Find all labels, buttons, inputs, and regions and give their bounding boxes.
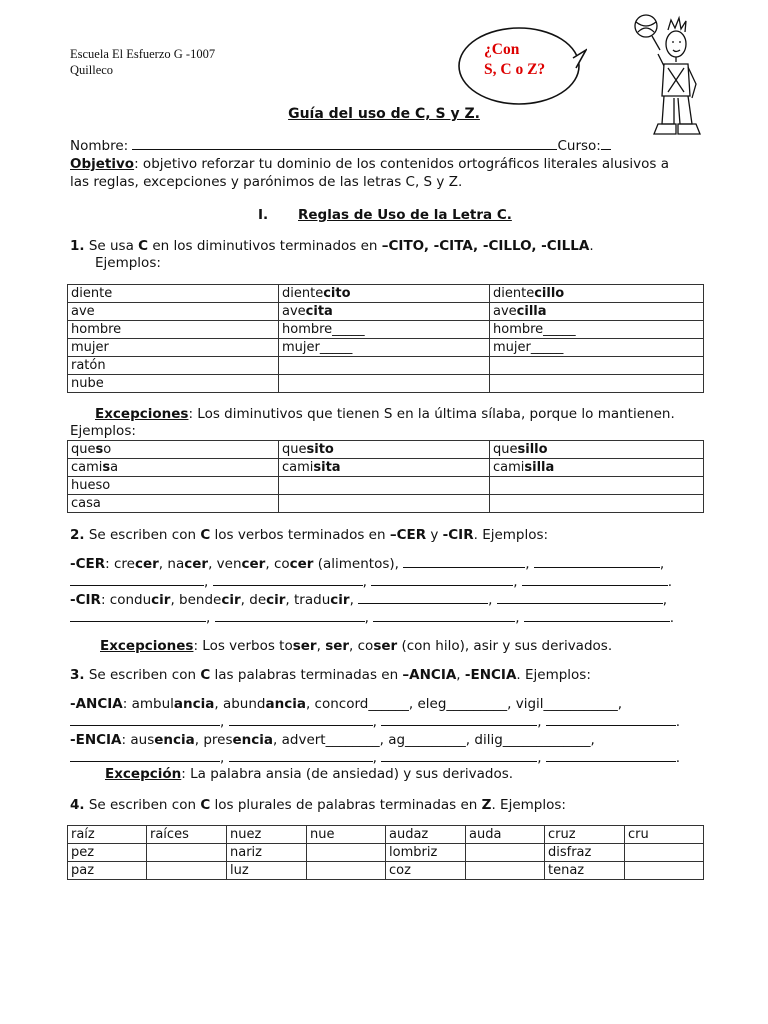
ancia-ending: ancia bbox=[265, 696, 306, 712]
cell-bold-text: s bbox=[102, 460, 111, 475]
table-cell: raíces bbox=[147, 826, 227, 844]
cir-word: tradu bbox=[294, 592, 331, 608]
cell-text: hueso bbox=[71, 478, 111, 493]
cell-text: hombre_____ bbox=[282, 322, 365, 337]
rule-2-text3: y bbox=[426, 527, 443, 543]
ancia-examples: -ANCIA: ambulancia, abundancia, concord______, eleg_________, vigil___________, bbox=[70, 696, 623, 712]
cell-text: hombre_____ bbox=[493, 322, 576, 337]
cartoon-character-icon bbox=[618, 12, 718, 147]
nombre-label: Nombre: bbox=[70, 138, 133, 154]
ancia-word: abund bbox=[222, 696, 266, 712]
table-cell bbox=[68, 495, 279, 513]
encia-examples: -ENCIA: ausencia, presencia, advert________, ag_________, dilig_____________, bbox=[70, 732, 595, 748]
cell-text: cami bbox=[71, 460, 103, 475]
answer-blank[interactable] bbox=[524, 609, 670, 622]
rule-4-number: 4. bbox=[70, 797, 85, 813]
cell-text: ratón bbox=[71, 358, 106, 373]
table-cell bbox=[279, 321, 490, 339]
rule-4-letter-z: Z bbox=[481, 797, 492, 813]
excepciones-2-label: Excepciones bbox=[100, 638, 194, 654]
cer-word: cre bbox=[113, 556, 135, 572]
table-cell[interactable] bbox=[625, 862, 704, 880]
ancia-ending: ancia bbox=[173, 696, 215, 712]
excepciones-1 bbox=[95, 405, 698, 423]
cell-bold-text: s bbox=[95, 442, 104, 457]
excepciones-2 bbox=[100, 638, 612, 654]
answer-blank[interactable] bbox=[371, 573, 513, 586]
cir-blanks: , , , . bbox=[70, 609, 698, 627]
cell-text: o bbox=[103, 442, 112, 457]
objetivo-line bbox=[70, 155, 698, 173]
table-cell: lombriz bbox=[386, 844, 466, 862]
ancia-word[interactable]: eleg_________ bbox=[417, 696, 508, 712]
answer-blank[interactable] bbox=[70, 609, 206, 622]
rule-1-text3: . bbox=[589, 238, 594, 254]
cell-bold-text: cito bbox=[323, 286, 351, 301]
rule-3-text2: las palabras terminadas en bbox=[210, 667, 403, 683]
rule-1-text: Se usa bbox=[84, 238, 139, 254]
curso-label: Curso: bbox=[557, 138, 601, 154]
table-cell[interactable] bbox=[279, 477, 490, 495]
answer-blank[interactable] bbox=[546, 749, 676, 762]
rule-1-endings: –CITO, -CITA, -CILLO, -CILLA bbox=[381, 238, 590, 254]
table-row bbox=[68, 339, 704, 357]
table-cell: auda bbox=[466, 826, 545, 844]
rule-3 bbox=[70, 666, 698, 684]
excepcion-3 bbox=[105, 766, 513, 782]
table-cell bbox=[68, 441, 279, 459]
table-cell: tenaz bbox=[545, 862, 625, 880]
answer-blank[interactable] bbox=[373, 609, 515, 622]
table-cell: luz bbox=[227, 862, 307, 880]
table-cell[interactable] bbox=[490, 477, 704, 495]
rule-4-text2: los plurales de palabras terminadas en bbox=[210, 797, 482, 813]
cir-examples: -CIR: conducir, bendecir, decir, traducir, , , bbox=[70, 592, 668, 608]
encia-word: pres bbox=[203, 732, 233, 748]
table-cell bbox=[68, 357, 279, 375]
cell-text: mujer_____ bbox=[282, 340, 353, 355]
answer-blank[interactable] bbox=[358, 591, 488, 604]
table-cell[interactable] bbox=[490, 495, 704, 513]
rule-3-ending-encia: -ENCIA bbox=[464, 667, 517, 683]
excepciones-1-text: : Los diminutivos que tienen S en la última sílaba, porque lo mantienen. bbox=[188, 406, 675, 422]
rule-2-text2: los verbos terminados en bbox=[210, 527, 390, 543]
excepciones-1-ejemplos: Ejemplos: bbox=[70, 423, 136, 439]
table-cell: raíz bbox=[68, 826, 147, 844]
ancia-label: -ANCIA bbox=[70, 696, 123, 712]
table-diminutivos bbox=[67, 284, 704, 393]
table-row bbox=[68, 459, 704, 477]
table-cell bbox=[490, 285, 704, 303]
table-row bbox=[68, 303, 704, 321]
objetivo-line2: las reglas, excepciones y parónimos de las letras C, S y Z. bbox=[70, 174, 463, 190]
excepciones-1-label: Excepciones bbox=[95, 406, 189, 422]
table-plurales bbox=[67, 825, 704, 880]
rule-1-number: 1. bbox=[70, 238, 85, 254]
cell-text: diente bbox=[493, 286, 535, 301]
table-cell: cruz bbox=[545, 826, 625, 844]
encia-word[interactable]: advert________ bbox=[281, 732, 380, 748]
table-cell bbox=[279, 285, 490, 303]
encia-word[interactable]: dilig_____________ bbox=[474, 732, 591, 748]
cir-word: bende bbox=[179, 592, 222, 608]
cell-text: nube bbox=[71, 376, 104, 391]
table-cell bbox=[68, 477, 279, 495]
rule-2 bbox=[70, 526, 698, 544]
encia-ending: encia bbox=[232, 732, 274, 748]
table-excepciones bbox=[67, 440, 704, 513]
cell-text: diente bbox=[71, 286, 113, 301]
cer-examples: -CER: crecer, nacer, vencer, cocer (alimentos), , , bbox=[70, 556, 665, 572]
table-cell bbox=[279, 441, 490, 459]
cell-bold-text: sita bbox=[313, 460, 341, 475]
table-cell[interactable] bbox=[279, 495, 490, 513]
excepciones-2-text: , co bbox=[349, 638, 374, 654]
table-cell[interactable] bbox=[279, 375, 490, 393]
ancia-word[interactable]: concord______ bbox=[314, 696, 409, 712]
rule-4-text3: . Ejemplos: bbox=[491, 797, 566, 813]
answer-blank[interactable] bbox=[70, 749, 220, 762]
school-name: Escuela El Esfuerzo G -1007 bbox=[70, 47, 216, 61]
table-cell bbox=[68, 375, 279, 393]
table-cell bbox=[279, 339, 490, 357]
table-cell[interactable] bbox=[490, 375, 704, 393]
table-cell[interactable] bbox=[466, 844, 545, 862]
ancia-word: ambul bbox=[131, 696, 174, 712]
nombre-field[interactable] bbox=[132, 137, 557, 150]
answer-blank[interactable] bbox=[70, 573, 204, 586]
table-cell bbox=[68, 339, 279, 357]
cir-ending: cir bbox=[221, 592, 241, 608]
page-title: Guía del uso de C, S y Z. bbox=[288, 106, 480, 122]
rule-1 bbox=[70, 237, 698, 255]
bubble-line1: ¿Con bbox=[484, 41, 520, 58]
ancia-blanks: , , , . bbox=[70, 713, 698, 731]
table-row bbox=[68, 477, 704, 495]
bubble-text bbox=[484, 40, 545, 80]
rule-2-ending-cir: -CIR bbox=[442, 527, 474, 543]
table-cell bbox=[279, 303, 490, 321]
rule-1-letter: C bbox=[138, 238, 149, 254]
cell-text: ave bbox=[493, 304, 517, 319]
rule-3-text: Se escriben con bbox=[84, 667, 201, 683]
objetivo-text: : objetivo reforzar tu dominio de los contenidos ortográficos literales alusivos a bbox=[134, 156, 670, 172]
cell-text: cami bbox=[282, 460, 314, 475]
encia-word[interactable]: ag_________ bbox=[388, 732, 466, 748]
ancia-word[interactable]: vigil___________ bbox=[515, 696, 618, 712]
section-title: Reglas de Uso de la Letra C. bbox=[298, 207, 512, 223]
table-row bbox=[68, 441, 704, 459]
table-cell[interactable] bbox=[466, 862, 545, 880]
excepciones-2-bold: ser bbox=[373, 638, 398, 654]
rule-4 bbox=[70, 796, 698, 814]
table-cell bbox=[490, 303, 704, 321]
table-cell: coz bbox=[386, 862, 466, 880]
curso-field[interactable] bbox=[601, 137, 611, 150]
cell-bold-text: sillo bbox=[517, 442, 548, 457]
cir-label: -CIR bbox=[70, 592, 101, 608]
answer-blank[interactable] bbox=[381, 713, 537, 726]
table-cell bbox=[490, 441, 704, 459]
answer-blank[interactable] bbox=[522, 573, 668, 586]
cer-note: (alimentos), bbox=[313, 556, 404, 572]
rule-3-ending-ancia: –ANCIA bbox=[402, 667, 457, 683]
table-cell: audaz bbox=[386, 826, 466, 844]
table-row bbox=[68, 321, 704, 339]
table-row bbox=[68, 844, 704, 862]
rule-1-text2: en los diminutivos terminados en bbox=[148, 238, 382, 254]
excepciones-2-text: : Los verbos to bbox=[193, 638, 293, 654]
table-cell bbox=[68, 303, 279, 321]
answer-blank[interactable] bbox=[229, 749, 373, 762]
table-cell: disfraz bbox=[545, 844, 625, 862]
table-cell: paz bbox=[68, 862, 147, 880]
cell-text: casa bbox=[71, 496, 101, 511]
cir-word: condu bbox=[109, 592, 152, 608]
table-row bbox=[68, 826, 704, 844]
answer-blank[interactable] bbox=[70, 713, 220, 726]
table-cell bbox=[279, 459, 490, 477]
school-city: Quilleco bbox=[70, 63, 114, 77]
rule-4-letter: C bbox=[200, 797, 211, 813]
rule-3-number: 3. bbox=[70, 667, 85, 683]
table-cell[interactable] bbox=[625, 844, 704, 862]
rule-3-letter: C bbox=[200, 667, 211, 683]
table-row bbox=[68, 495, 704, 513]
table-cell[interactable] bbox=[279, 357, 490, 375]
cer-label: -CER bbox=[70, 556, 106, 572]
table-cell[interactable] bbox=[147, 862, 227, 880]
cer-word: ven bbox=[216, 556, 242, 572]
cer-ending: cer bbox=[184, 556, 209, 572]
cell-text: que bbox=[282, 442, 307, 457]
table-cell bbox=[68, 321, 279, 339]
table-cell[interactable] bbox=[307, 844, 386, 862]
cell-text: ave bbox=[71, 304, 95, 319]
table-cell bbox=[490, 339, 704, 357]
cer-ending: cer bbox=[134, 556, 159, 572]
encia-blanks: , , , . bbox=[70, 749, 698, 767]
answer-blank[interactable] bbox=[497, 591, 663, 604]
answer-blank[interactable] bbox=[534, 555, 660, 568]
table-cell: pez bbox=[68, 844, 147, 862]
rule-2-letter: C bbox=[200, 527, 211, 543]
excepciones-2-text: , bbox=[316, 638, 326, 654]
table-cell bbox=[490, 321, 704, 339]
cell-bold-text: silla bbox=[524, 460, 555, 475]
cell-bold-text: cillo bbox=[534, 286, 565, 301]
excepciones-2-bold: ser bbox=[292, 638, 317, 654]
cell-text: cami bbox=[493, 460, 525, 475]
rule-4-text: Se escriben con bbox=[84, 797, 201, 813]
excepcion-3-text: : La palabra ansia (de ansiedad) y sus derivados. bbox=[181, 766, 514, 782]
table-cell: cru bbox=[625, 826, 704, 844]
cell-bold-text: cilla bbox=[516, 304, 547, 319]
table-cell bbox=[68, 459, 279, 477]
cell-text: hombre bbox=[71, 322, 122, 337]
cir-ending: cir bbox=[266, 592, 286, 608]
cer-blanks: , , , . bbox=[70, 573, 698, 591]
cell-text: diente bbox=[282, 286, 324, 301]
cell-text: mujer_____ bbox=[493, 340, 564, 355]
table-cell bbox=[490, 459, 704, 477]
cell-text: a bbox=[110, 460, 119, 475]
answer-blank[interactable] bbox=[546, 713, 676, 726]
cell-text: que bbox=[493, 442, 518, 457]
cer-word: na bbox=[167, 556, 185, 572]
answer-blank[interactable] bbox=[213, 573, 363, 586]
excepciones-2-text: (con hilo), asir y sus derivados. bbox=[397, 638, 613, 654]
table-cell[interactable] bbox=[307, 862, 386, 880]
table-cell: nuez bbox=[227, 826, 307, 844]
nombre-line bbox=[70, 137, 698, 155]
school-header bbox=[70, 46, 215, 78]
rule-2-text4: . Ejemplos: bbox=[473, 527, 549, 543]
rule-2-number: 2. bbox=[70, 527, 85, 543]
rule-3-text4: . Ejemplos: bbox=[516, 667, 591, 683]
table-row bbox=[68, 285, 704, 303]
encia-word: aus bbox=[130, 732, 155, 748]
cell-bold-text: sito bbox=[306, 442, 334, 457]
cer-word: co bbox=[273, 556, 290, 572]
answer-blank[interactable] bbox=[215, 609, 365, 622]
excepciones-2-bold: ser bbox=[325, 638, 350, 654]
table-cell[interactable] bbox=[147, 844, 227, 862]
table-cell[interactable] bbox=[490, 357, 704, 375]
cell-text: mujer bbox=[71, 340, 109, 355]
section-number: I. bbox=[258, 207, 269, 223]
table-cell: nue bbox=[307, 826, 386, 844]
cir-ending: cir bbox=[330, 592, 350, 608]
rule-2-ending-cer: –CER bbox=[389, 527, 427, 543]
cell-text: que bbox=[71, 442, 96, 457]
answer-blank[interactable] bbox=[229, 713, 373, 726]
table-cell bbox=[68, 285, 279, 303]
cer-ending: cer bbox=[289, 556, 314, 572]
encia-ending: encia bbox=[154, 732, 195, 748]
answer-blank[interactable] bbox=[381, 749, 537, 762]
answer-blank[interactable] bbox=[403, 555, 525, 568]
cer-ending: cer bbox=[241, 556, 266, 572]
cir-ending: cir bbox=[151, 592, 171, 608]
table-row bbox=[68, 357, 704, 375]
encia-label: -ENCIA bbox=[70, 732, 122, 748]
objetivo-label: Objetivo bbox=[70, 156, 135, 172]
cir-word: de bbox=[249, 592, 267, 608]
excepcion-3-label: Excepción bbox=[105, 766, 182, 782]
bubble-line2: S, C o Z? bbox=[484, 61, 546, 78]
cell-bold-text: cita bbox=[305, 304, 333, 319]
rule-3-text3: , bbox=[456, 667, 465, 683]
cell-text: ave bbox=[282, 304, 306, 319]
table-row bbox=[68, 862, 704, 880]
rule-1-ejemplos: Ejemplos: bbox=[95, 255, 161, 271]
table-row bbox=[68, 375, 704, 393]
table-cell: nariz bbox=[227, 844, 307, 862]
rule-2-text: Se escriben con bbox=[84, 527, 201, 543]
